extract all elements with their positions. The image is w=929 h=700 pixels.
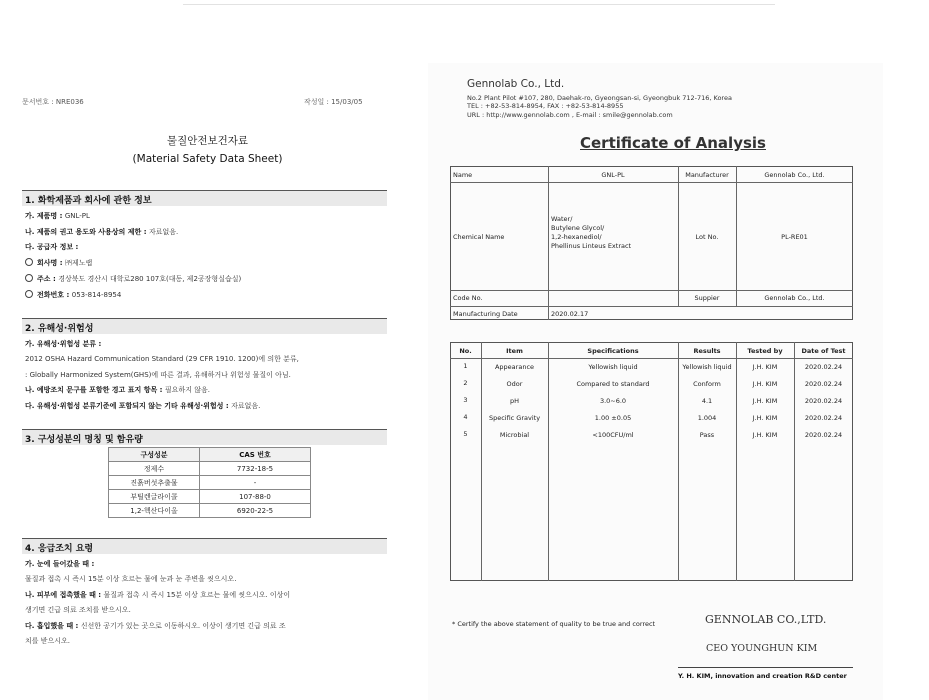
- composition-col-cas: CAS 번호: [200, 448, 311, 462]
- row-result: Pass: [699, 431, 715, 439]
- name-label: Name: [453, 171, 473, 179]
- col-divider: [678, 342, 679, 581]
- row-spec: Yellowish liquid: [588, 363, 638, 371]
- row-item: Specific Gravity: [488, 414, 541, 422]
- manufacturer-value: Gennolab Co., Ltd.: [764, 171, 825, 179]
- usage-line: 나. 제품의 권고 용도와 사용상의 제한 : 자료없음.: [25, 228, 179, 236]
- chemical-name-value: Water/: [551, 215, 573, 223]
- eye-contact-label: 가. 눈에 들어갔을 때 :: [25, 560, 95, 568]
- row-no: 1: [463, 362, 468, 370]
- composition-table: [108, 447, 311, 518]
- supplier-label: Suppier: [694, 294, 720, 302]
- composition-row: 부틸렌글라이콜 107-88-0: [109, 490, 311, 504]
- bullet-circle-icon: [25, 274, 33, 282]
- results-table: [450, 342, 853, 581]
- row-result: Yellowish liquid: [682, 363, 732, 371]
- ceo-stamp: CEO YOUNGHUN KIM: [706, 643, 818, 654]
- cert-title: Certificate of Analysis: [580, 134, 766, 152]
- row-item: Appearance: [494, 363, 535, 371]
- row-result: 1.004: [697, 414, 717, 422]
- row-divider: [450, 306, 853, 307]
- row-spec: 1.00 ±0.05: [594, 414, 632, 422]
- row-date: 2020.02.24: [804, 431, 843, 439]
- header-item: Item: [506, 347, 523, 355]
- row-date: 2020.02.24: [804, 397, 843, 405]
- precaution-line: 나. 예방조치 문구를 포함한 경고 표지 항목 : 필요하지 않음.: [25, 386, 210, 394]
- lot-value: PL-RE01: [781, 233, 808, 241]
- supplier-line: 다. 공급자 정보 :: [25, 243, 79, 251]
- row-date: 2020.02.24: [804, 380, 843, 388]
- row-spec: Compared to standard: [576, 380, 650, 388]
- composition-col-name: 구성성분: [109, 448, 200, 462]
- header-tested-by: Tested by: [747, 347, 783, 355]
- bullet-circle-icon: [25, 290, 33, 298]
- inhalation-line: 다. 흡입했을 때 : 신선한 공기가 있는 곳으로 이동하시오. 이상이 생기면 긴급 의료 조: [25, 622, 286, 630]
- certify-statement: * Certify the above statement of quality to be true and correct: [452, 620, 656, 628]
- section-2-title: 2. 유해성·위험성: [25, 324, 94, 334]
- row-no: 2: [463, 379, 468, 387]
- chemical-name-value: 1,2-hexanediol/: [551, 233, 602, 241]
- mfg-date-label: Manufacturing Date: [453, 310, 518, 318]
- chemical-name-value: Phellinus Linteus Extract: [551, 242, 632, 250]
- row-tester: J.H. KIM: [752, 397, 778, 405]
- cert-url: URL : http://www.gennolab.com , E-mail : smile@gennolab.com: [467, 111, 673, 119]
- lot-label: Lot No.: [695, 233, 719, 241]
- composition-header-row: [109, 448, 311, 462]
- eye-contact-text: 물질과 접촉 시 즉시 15분 이상 흐르는 물에 눈과 눈 주변을 씻으시오.: [25, 575, 237, 583]
- header-date: Date of Test: [801, 347, 846, 355]
- signature-line: [678, 667, 853, 668]
- row-no: 4: [463, 413, 468, 421]
- col-divider: [794, 342, 795, 581]
- skin-contact-line-2: 생기면 긴급 의료 조치를 받으시오.: [25, 606, 131, 614]
- chemical-name-label: Chemical Name: [453, 233, 505, 241]
- row-no: 3: [463, 396, 468, 404]
- row-result: 4.1: [701, 397, 713, 405]
- row-date: 2020.02.24: [804, 363, 843, 371]
- col-divider: [548, 342, 549, 581]
- row-item: pH: [509, 397, 519, 405]
- row-result: Conform: [693, 380, 721, 388]
- msds-page: [0, 0, 430, 700]
- row-divider: [450, 182, 853, 183]
- phone-line: 전화번호 : 053-814-8954: [25, 290, 121, 300]
- inhalation-line-2: 치를 받으시오.: [25, 637, 71, 645]
- header-specifications: Specifications: [587, 347, 639, 355]
- other-hazard-line: 다. 유해성·위험성 분류기준에 포함되지 않는 기타 유해성·위험성 : 자료없음.: [25, 402, 261, 410]
- col-divider: [481, 342, 482, 581]
- title-korean: 물질안전보건자료: [166, 135, 249, 147]
- code-label: Code No.: [453, 294, 483, 302]
- mfg-date-value: 2020.02.17: [551, 310, 589, 318]
- address-line: 주소 : 경상북도 경산시 대학로280 107호(대동, 제2공장형실습실): [25, 274, 241, 284]
- section-4-header: [22, 538, 387, 554]
- row-date: 2020.02.24: [804, 414, 843, 422]
- section-4-title: 4. 응급조치 요령: [25, 544, 94, 554]
- row-item: Microbial: [499, 431, 530, 439]
- ghs-line: : Globally Harmonized System(GHS)에 따른 결과, 유해하거나 위험성 물질이 아님.: [25, 371, 291, 379]
- document-number: 문서번호 : NRE036: [22, 98, 84, 106]
- section-1-header: [22, 190, 387, 206]
- row-tester: J.H. KIM: [752, 363, 778, 371]
- cert-address: No.2 Plant Pilot #107, 280, Daehak-ro, Gyeongsan-si, Gyeongbuk 712-716, Korea: [467, 94, 732, 102]
- section-3-header: [22, 429, 387, 445]
- title-english: (Material Safety Data Sheet): [132, 153, 283, 165]
- col-divider: [736, 342, 737, 581]
- company-stamp: GENNOLAB CO.,LTD.: [705, 613, 827, 626]
- product-name-line: 가. 제품명 : GNL-PL: [25, 212, 90, 220]
- row-divider: [450, 290, 853, 291]
- hazard-class-line: 가. 유해성·위험성 분류 :: [25, 340, 102, 348]
- header-divider: [450, 358, 853, 359]
- manufacturer-label: Manufacturer: [685, 171, 729, 179]
- row-tester: J.H. KIM: [752, 414, 778, 422]
- row-tester: J.H. KIM: [752, 380, 778, 388]
- document-date: 작성일 : 15/03/05: [304, 98, 363, 106]
- header-no: No.: [459, 347, 472, 355]
- row-item: Odor: [506, 380, 523, 388]
- composition-row: 진흙버섯추출물 -: [109, 476, 311, 490]
- row-spec: <100CFU/ml: [592, 431, 634, 439]
- skin-contact-line: 나. 피부에 접촉했을 때 : 물질과 접촉 시 즉시 15분 이상 흐르는 물에 씻으시오. 이상이: [25, 591, 291, 599]
- section-2-header: [22, 318, 387, 334]
- cert-contact: TEL : +82-53-814-8954, FAX : +82-53-814-8955: [467, 102, 624, 110]
- header-results: Results: [693, 347, 721, 355]
- company-line: 회사명 : ㈜제노랩: [25, 258, 92, 268]
- col-divider: [548, 166, 549, 320]
- osha-line: 2012 OSHA Hazard Communication Standard (29 CFR 1910. 1200)에 의한 분류,: [25, 355, 299, 363]
- section-3-title: 3. 구성성분의 명칭 및 함유량: [25, 435, 143, 445]
- bullet-circle-icon: [25, 258, 33, 266]
- signer-name: Y. H. KIM, innovation and creation R&D center: [678, 672, 847, 680]
- composition-row: 정제수 7732-18-5: [109, 462, 311, 476]
- name-value: GNL-PL: [601, 171, 625, 179]
- row-spec: 3.0~6.0: [599, 397, 627, 405]
- row-no: 5: [463, 430, 468, 438]
- row-tester: J.H. KIM: [752, 431, 778, 439]
- chemical-name-value: Butylene Glycol/: [551, 224, 605, 232]
- certificate-page: [428, 63, 883, 700]
- composition-row: 1,2-헥산다이올 6920-22-5: [109, 504, 311, 518]
- supplier-value: Gennolab Co., Ltd.: [764, 294, 825, 302]
- section-1-title: 1. 화학제품과 회사에 관한 정보: [25, 196, 152, 206]
- cert-company-name: Gennolab Co., Ltd.: [467, 78, 565, 90]
